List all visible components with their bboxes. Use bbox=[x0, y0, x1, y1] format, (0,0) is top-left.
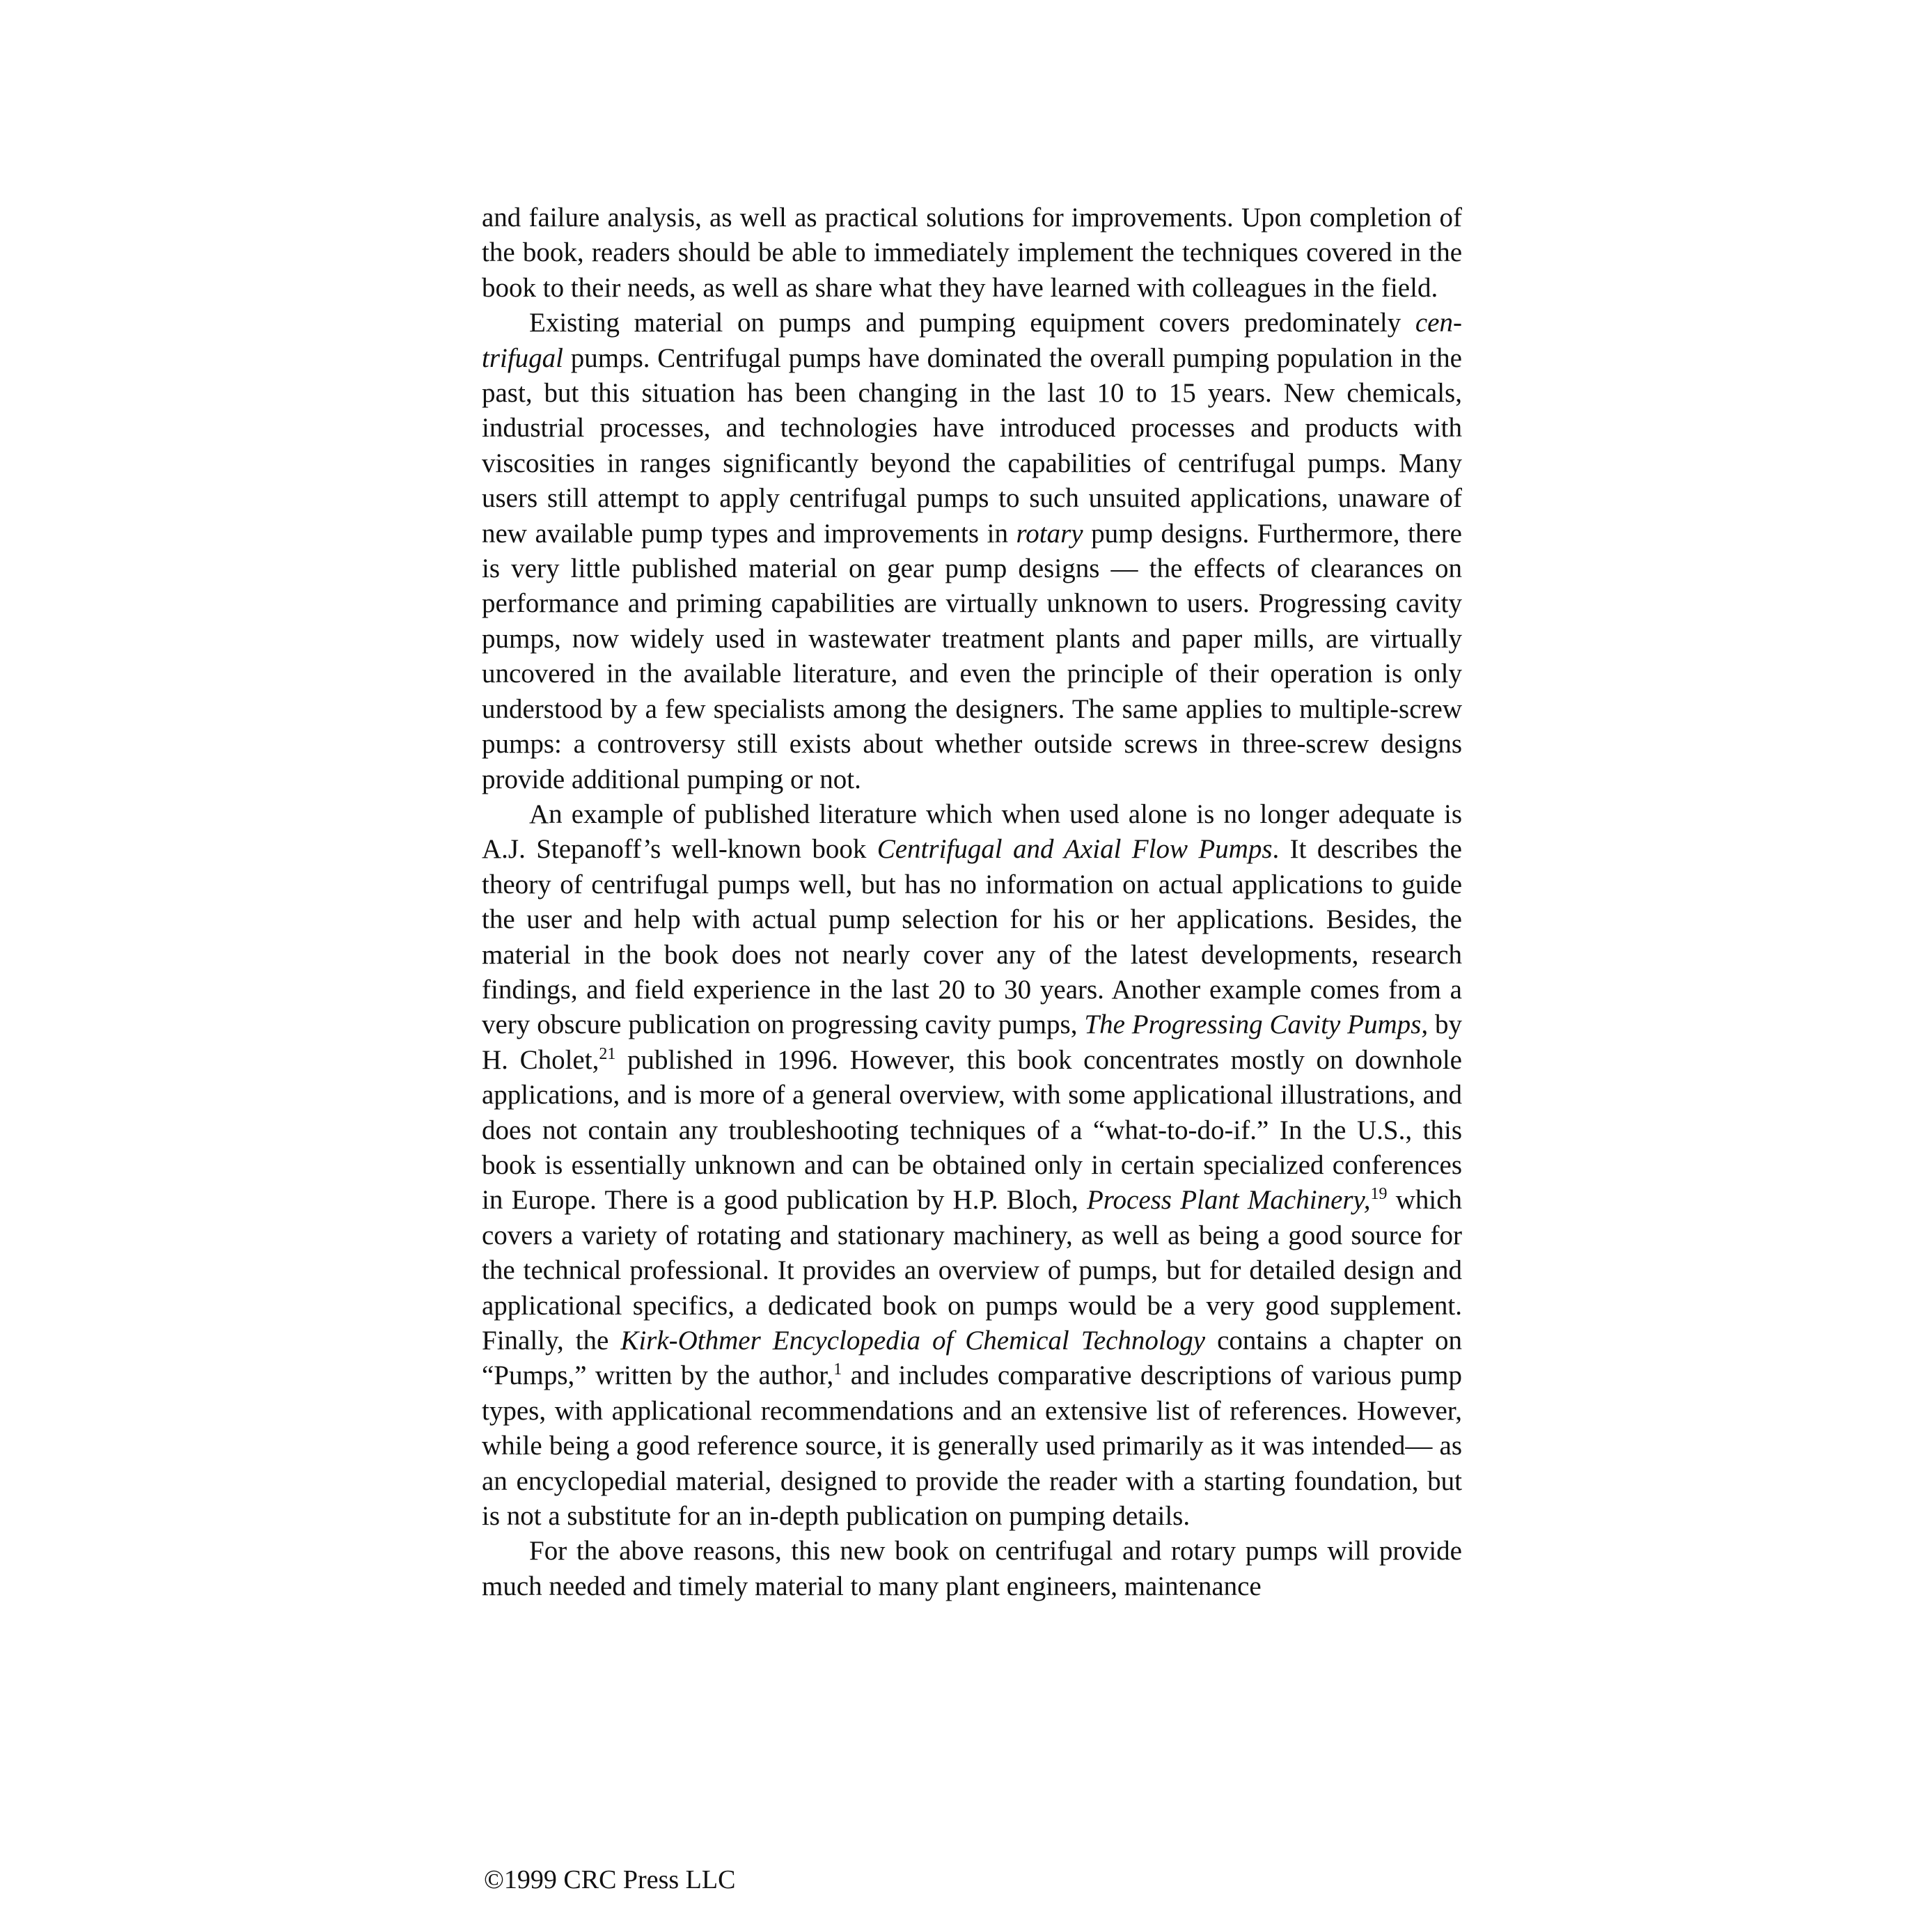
paragraph-2 bbox=[482, 306, 1462, 797]
copyright-footer: ©1999 CRC Press LLC bbox=[484, 1865, 736, 1894]
reference-superscript: 1 bbox=[833, 1360, 842, 1379]
reference-superscript: 21 bbox=[599, 1044, 616, 1063]
paragraph-4 bbox=[482, 1534, 1462, 1604]
italic-text: Centrifugal and Axial Flow Pumps bbox=[877, 834, 1273, 865]
text-segment: which covers a variety of rotating and stationary machinery, as well as being a good source for the technical professional. It provides an overview of pumps, but for detailed design and applicational specifics, a dedicated book on pumps would be a very good supplement. Finally, the bbox=[482, 1185, 1463, 1356]
italic-text: Kirk-Othmer Encyclopedia of Chemical Technology bbox=[620, 1326, 1206, 1356]
text-segment: published in 1996. However, this book concentrates mostly on downhole applications, and is more of a general overview, with some applicational illustrations, and does not contain any troubleshooting techniques of a “what-to-do-if.” In the U.S., this book is essentially unknown and can be obtained only in certain specialized conferences in Europe. There is a good publication by H.P. Bloch, bbox=[482, 1044, 1462, 1216]
text-segment: . It describes the theory of centrifugal pumps well, but has no information on actual applications to guide the user and help with actual pump selection for his or her applications. Besides, the material in the book does not nearly cover any of the latest developments, research findings, and field experience in the last 20 to 30 years. Another example comes from a very obscure publication on progressing cavity pumps, bbox=[482, 834, 1462, 1040]
italic-text: The Progressing Cavity Pumps, bbox=[1084, 1010, 1429, 1040]
text-segment: An example of published literature which when used alone is no longer adequate is A.J. Stepanoff’s well-known book bbox=[482, 799, 1462, 865]
text-segment: pump designs. Furthermore, there is very little published material on gear pump designs — the effects of clearances on performance and priming capabilities are virtually unknown to users. Progressing cavity pumps, now widely used in wastewater treatment plants and paper mills, are virtually uncovered in the available literature, and even the principle of their operation is only understood by a few specialists among the designers. The same applies to multiple-screw pumps: a controversy still exists about whether outside screws in three-screw designs provide additional pumping or not. bbox=[482, 518, 1462, 794]
italic-text: Process Plant Machinery, bbox=[1086, 1185, 1371, 1216]
text-segment: Existing material on pumps and pumping equipment covers predominately bbox=[529, 308, 1415, 338]
text-segment: and failure analysis, as well as practical solutions for improvements. Upon completion of the book, readers should be able to immediately implement the techniques covered in the book to their needs, as well as share what they have learned with colleagues in the field. bbox=[482, 203, 1462, 303]
reference-superscript: 19 bbox=[1370, 1185, 1388, 1204]
text-segment: pumps. Centrifugal pumps have dominated the overall pumping population in the past, but this situation has been changing in the last 10 to 15 years. New chemicals, industrial processes, and technologies have introduced processes and products with viscosities in ranges significantly beyond the capabilities of centrifugal pumps. Many users still attempt to apply centrifugal pumps to such unsuited applications, unaware of new available pump types and improvements in bbox=[482, 343, 1462, 549]
text-segment: For the above reasons, this new book on centrifugal and rotary pumps will provide much needed and timely material to many plant engineers, maintenance bbox=[482, 1536, 1462, 1601]
page-body bbox=[482, 201, 1462, 1604]
text-segment: by H. Cholet, bbox=[482, 1010, 1462, 1075]
paragraph-1 bbox=[482, 201, 1462, 306]
text-segment: and includes comparative descriptions of various pump types, with applicational recommendations and an extensive list of references. However, while being a good reference source, it is generally used primarily as it was intended— as an encyclopedial material, designed to provide the reader with a starting foundation, but is not a substitute for an in-depth publication on pumping details. bbox=[482, 1360, 1462, 1532]
text-segment: contains a chapter on “Pumps,” written by the author, bbox=[482, 1326, 1463, 1391]
paragraph-3 bbox=[482, 797, 1462, 1534]
italic-text: rotary bbox=[1016, 518, 1083, 549]
italic-text: centrifugal bbox=[482, 308, 1462, 373]
